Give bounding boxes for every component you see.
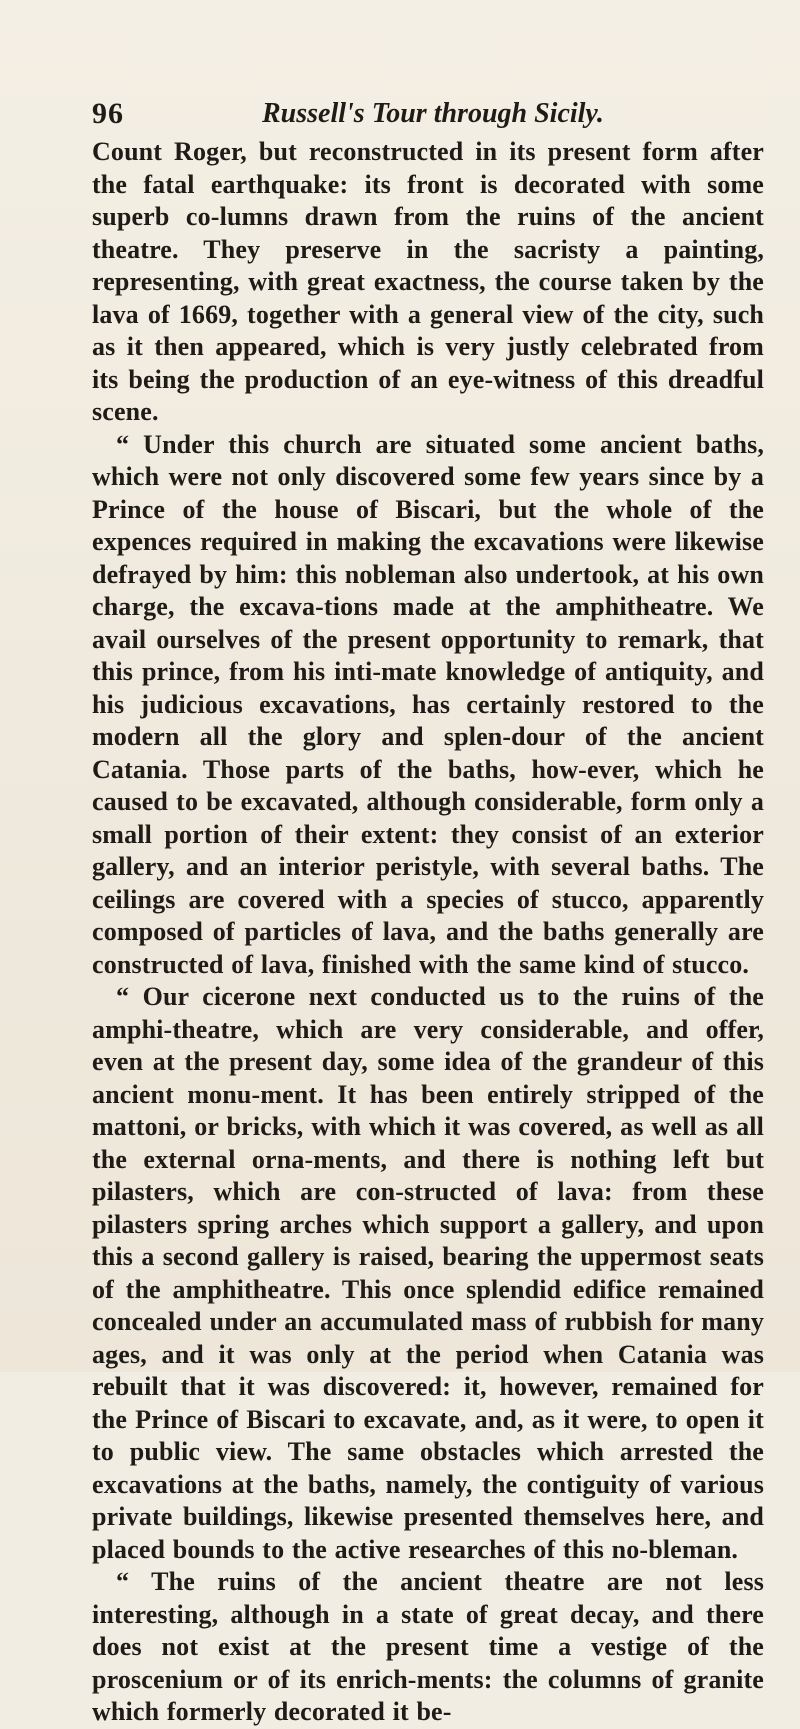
paragraph-1: Count Roger, but reconstructed in its present form after the fatal earthquake: its front is decorated with some superb co-lumns drawn from the ruins of the ancient theatre. They preserve in the sacristy a painting, representing, with great exactness, the course taken by the lava of 1669, together with a general view of the city, such as it then appeared, which is very justly celebrated from its being the production of an eye-witness of this dreadful scene. xyxy=(92,137,764,426)
paragraph-3: “ Our cicerone next conducted us to the ruins of the amphi-theatre, which are very considerable, and offer, even at the present day, some idea of the grandeur of this ancient monu-ment. It has been entirely stripped of the mattoni, or bricks, with which it was covered, as well as all the external orna-ments, and there is nothing left but pilasters, which are con-structed of lava: from these pilasters spring arches which support a gallery, and upon this a second gallery is raised, bearing the uppermost seats of the amphitheatre. This once splendid edifice remained concealed under an accumulated mass of rubbish for many ages, and it was only at the period when Catania was rebuilt that it was discovered: it, however, remained for the Prince of Biscari to excavate, and, as it were, to open it to public view. The same obstacles which arrested the excavations at the baths, namely, the contiguity of various private buildings, likewise presented themselves here, and placed bounds to the active researches of this no-bleman. xyxy=(92,982,764,1564)
body-text xyxy=(92,136,764,1729)
page-number: 96 xyxy=(92,97,124,130)
paragraph-2: “ Under this church are situated some ancient baths, which were not only discovered some few years since by a Prince of the house of Biscari, but the whole of the expences required in making the excavations were likewise defrayed by him: this nobleman also undertook, at his own charge, the excava-tions made at the amphitheatre. We avail ourselves of the present opportunity to remark, that this prince, from his inti-mate knowledge of antiquity, and his judicious excavations, has certainly restored to the modern all the glory and splen-dour of the ancient Catania. Those parts of the baths, how-ever, which he caused to be excavated, although considerable, form only a small portion of their extent: they consist of an exterior gallery, and an interior peristyle, with several baths. The ceilings are covered with a species of stucco, apparently composed of particles of lava, and the baths generally are constructed of lava, finished with the same kind of stucco. xyxy=(92,429,764,979)
page-header xyxy=(92,96,732,136)
running-title: Russell's Tour through Sicily. xyxy=(262,98,604,129)
paragraph-4: “ The ruins of the ancient theatre are not less interesting, although in a state of great decay, and there does not exist at the present time a vestige of the proscenium or of its enrich-ments: the columns of granite which formerly decorated it be- xyxy=(92,1567,764,1726)
